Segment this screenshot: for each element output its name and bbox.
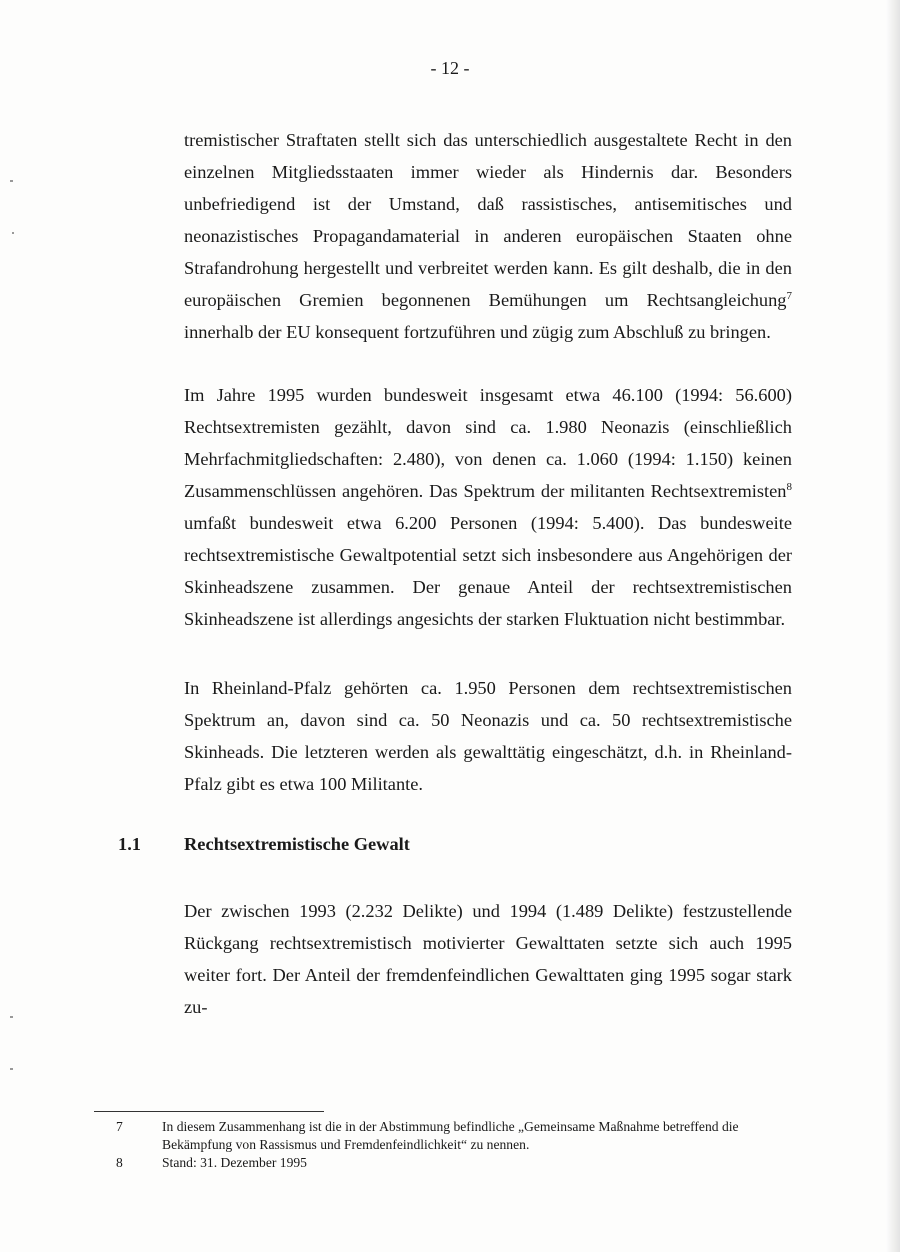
footnote-ref-8: 8 — [786, 480, 792, 493]
paragraph-2 — [184, 379, 792, 635]
paragraph-1 — [184, 124, 792, 348]
page-number: - 12 - — [430, 58, 470, 78]
footnote-number: 7 — [116, 1119, 123, 1134]
scan-speck — [10, 1068, 13, 1070]
footnote-ref-7: 7 — [786, 289, 792, 302]
scan-speck — [10, 180, 13, 182]
scan-speck — [12, 232, 14, 234]
paragraph-4: Der zwischen 1993 (2.232 Delikte) und 1994 (1.489 Delikte) festzustellende Rückgang rechtsextremistisch motivierter Gewalttaten setzte sich auch 1995 weiter fort. Der Anteil der fremdenfeindlichen Gewalttaten ging 1995 sogar stark zu- — [184, 901, 792, 1017]
scan-edge-shadow — [886, 0, 900, 1252]
paragraph-2-text-b: umfaßt bundesweit etwa 6.200 Personen (1994: 5.400). Das bundesweite rechtsextremistische Gewaltpotential setzt sich insbesondere aus Angehörigen der Skinheadszene zusammen. Der genaue Anteil der rechtsextremistischen Skinheadszene ist allerdings angesichts der starken Fluktuation nicht bestimmbar. — [184, 513, 792, 629]
paragraph-3: In Rheinland-Pfalz gehörten ca. 1.950 Personen dem rechtsextremistischen Spektrum an, davon sind ca. 50 Neonazis und ca. 50 rechtsextremistische Skinheads. Die letzteren werden als gewalttätig eingeschätzt, d.h. in Rheinland-Pfalz gibt es etwa 100 Militante. — [184, 678, 792, 794]
paragraph-2-text-a: Im Jahre 1995 wurden bundesweit insgesamt etwa 46.100 (1994: 56.600) Rechtsextremisten gezählt, davon sind ca. 1.980 Neonazis (einschließlich Mehrfachmitgliedschaften: 2.480), von denen ca. 1.060 (1994: 1.150) keinen Zusammenschlüssen angehören. Das Spektrum der militanten Rechtsextremisten — [184, 385, 792, 501]
paragraph-1-text-a: tremistischer Straftaten stellt sich das unterschiedlich ausgestaltete Recht in den einzelnen Mitgliedsstaaten immer wieder als Hindernis dar. Besonders unbefriedigend ist der Umstand, daß rassistisches, antisemitisches und neonazistisches Propagandamaterial in anderen europäischen Staaten ohne Strafandrohung hergestellt und verbreitet werden kann. Es gilt deshalb, die in den europäischen Gremien begonnenen Bemühungen um Rechtsangleichung — [184, 130, 792, 310]
scan-speck — [10, 1016, 13, 1018]
footnote-text: Stand: 31. Dezember 1995 — [162, 1155, 307, 1170]
footnote-number: 8 — [116, 1155, 123, 1170]
section-number: 1.1 — [118, 834, 141, 854]
footnote-divider — [94, 1111, 324, 1112]
paragraph-1-text-b: innerhalb der EU konsequent fortzuführen und zügig zum Abschluß zu bringen. — [184, 322, 771, 342]
footnote-text: In diesem Zusammenhang ist die in der Abstimmung befindliche „Gemeinsame Maßnahme betreffend die Bekämpfung von Rassismus und Fremdenfeindlichkeit“ zu nennen. — [162, 1119, 739, 1152]
section-title: Rechtsextremistische Gewalt — [184, 834, 410, 854]
